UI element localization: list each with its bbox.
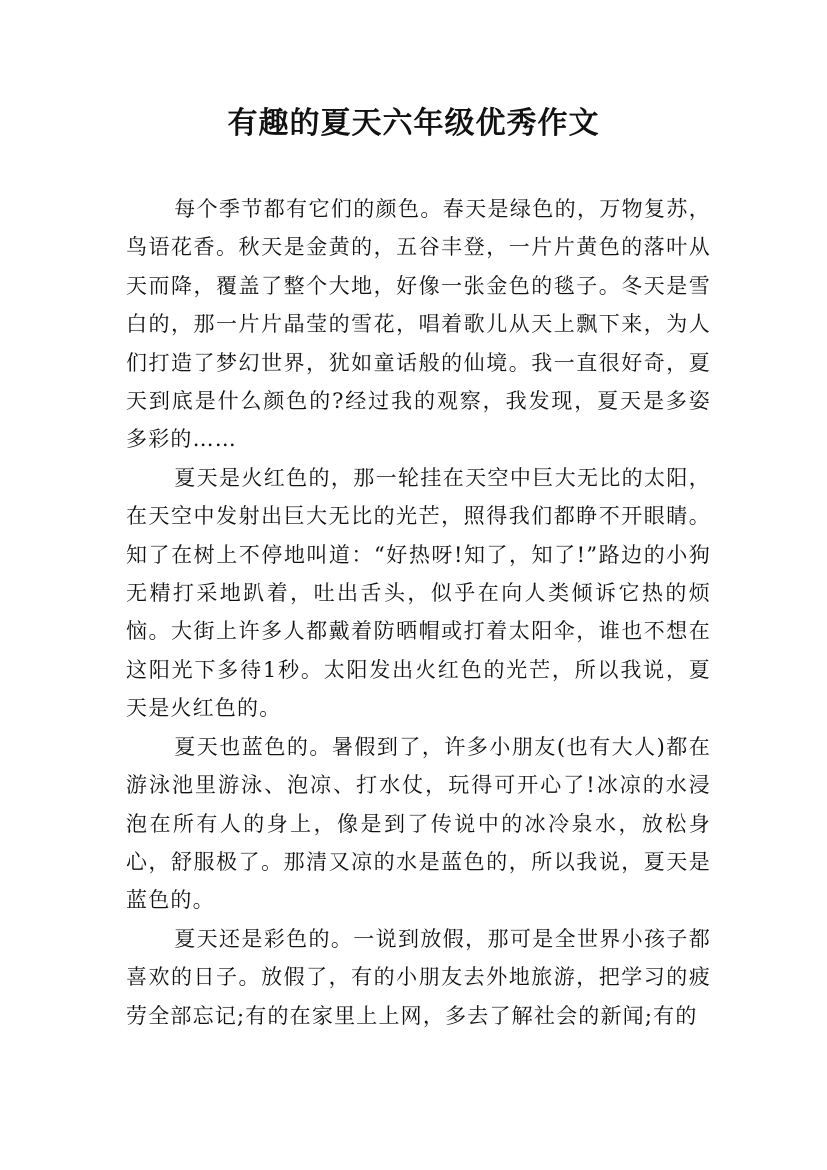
paragraph-1: 每个季节都有它们的颜色。春天是绿色的，万物复苏，鸟语花香。秋天是金黄的，五谷丰登，一片片黄色的落叶从天而降，覆盖了整个大地，好像一张金色的毯子。冬天是雪白的，那一片片晶莹的雪花，唱着歌儿从天上飘下来，为人们打造了梦幻世界，犹如童话般的仙境。我一直很好奇，夏天到底是什么颜色的?经过我的观察，我发现，夏天是多姿多彩的…… — [126, 197, 711, 452]
paragraph-3: 夏天也蓝色的。暑假到了，许多小朋友(也有大人)都在游泳池里游泳、泡凉、打水仗，玩得可开心了!冰凉的水浸泡在所有人的身上，像是到了传说中的冰冷泉水，放松身心，舒服极了。那清又凉的水是蓝色的，所以我说，夏天是蓝色的。 — [126, 734, 711, 913]
paragraph-4: 夏天还是彩色的。一说到放假，那可是全世界小孩子都喜欢的日子。放假了，有的小朋友去外地旅游，把学习的疲劳全部忘记;有的在家里上上网，多去了解社会的新闻;有的 — [126, 926, 711, 1028]
essay-body — [126, 190, 711, 1035]
document-title: 有趣的夏天六年级优秀作文 — [227, 106, 600, 141]
paragraph-2: 夏天是火红色的，那一轮挂在天空中巨大无比的太阳，在天空中发射出巨大无比的光芒，照得我们都睁不开眼睛。知了在树上不停地叫道：“好热呀!知了，知了!”路边的小狗无精打采地趴着，吐出舌头，似乎在向人类倾诉它热的烦恼。大街上许多人都戴着防晒帽或打着太阳伞，谁也不想在这阳光下多待1秒。太阳发出火红色的光芒，所以我说，夏天是火红色的。 — [126, 465, 711, 721]
